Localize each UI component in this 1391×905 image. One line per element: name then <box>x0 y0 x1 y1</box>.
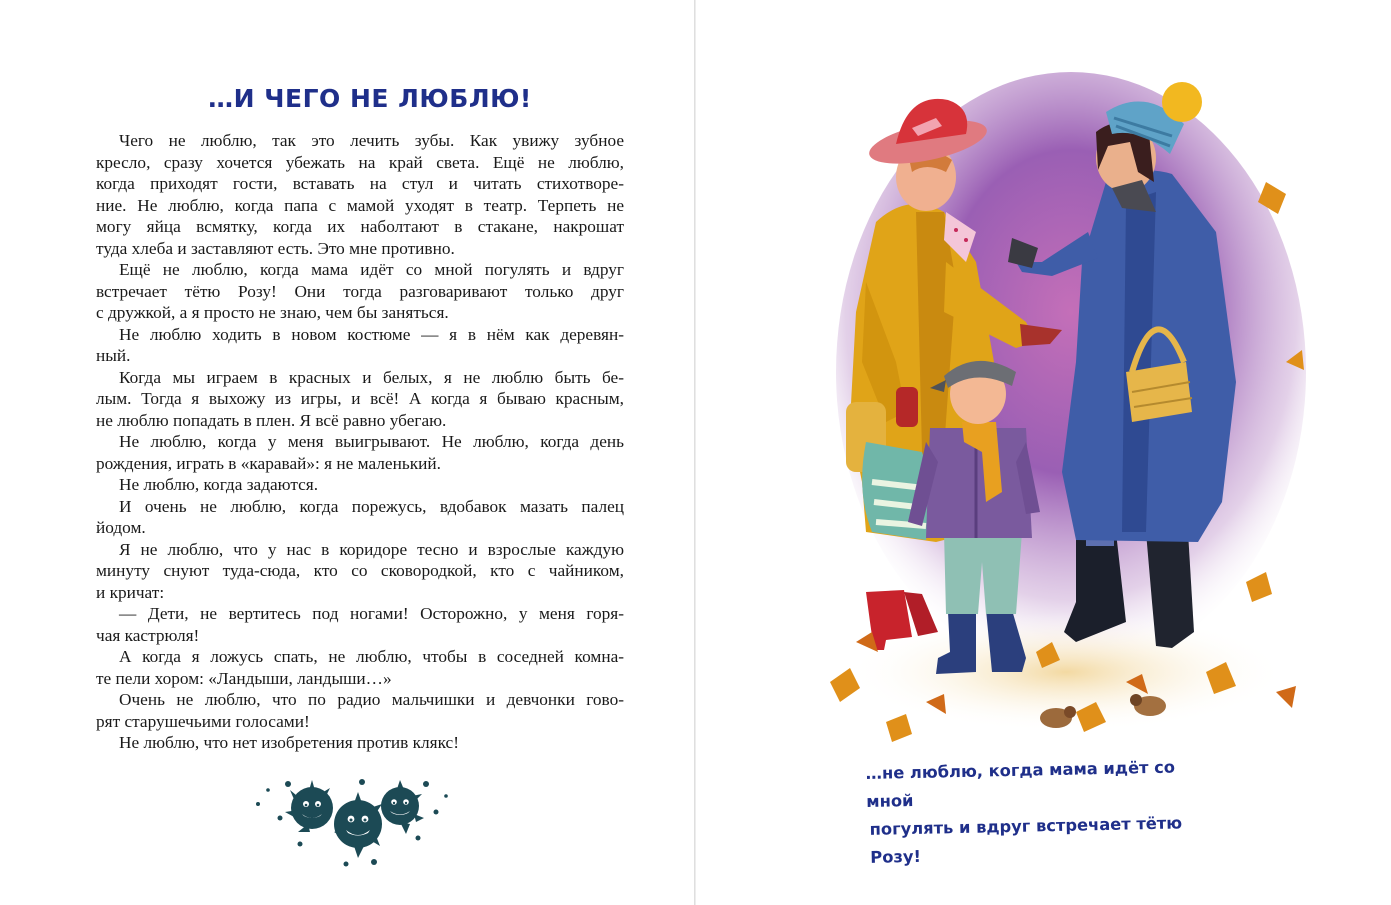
text-line: — Дети, не вертитесь под ногами! Осторожно, у меня горя- <box>119 604 624 623</box>
text-line: Я не люблю, что у нас в коридоре тесно и взрослые каждую <box>119 539 624 559</box>
text-line: ние. Не люблю, когда папа с мамой уходят в театр. Терпеть не <box>96 195 624 215</box>
text-line: Не люблю, что нет изобретения против клякс! <box>119 733 459 752</box>
text-line: рят старушечьими голосами! <box>96 711 310 731</box>
text-line: те пели хором: «Ландыши, ландыши…» <box>96 668 392 688</box>
story-text <box>96 130 624 754</box>
caption-line: погулять и вдруг встречает тётю Розу! <box>869 813 1183 867</box>
text-line: лым. Тогда я выхожу из игры, и всё! А когда я бываю красным, <box>96 389 624 408</box>
left-page <box>0 0 694 905</box>
text-line: ный. <box>96 346 131 365</box>
text-line: А когда я ложусь спать, не люблю, чтобы в соседней комна- <box>119 647 624 666</box>
text-line: йодом. <box>96 518 146 537</box>
text-line: чая кастрюля! <box>96 625 200 645</box>
chapter-title: …И ЧЕГО НЕ ЛЮБЛЮ! <box>208 84 532 113</box>
caption-line: …не люблю, когда мама идёт со мной <box>865 757 1176 811</box>
text-line: Не люблю ходить в новом костюме — я в нём как деревян- <box>119 324 624 344</box>
text-line: Очень не люблю, что по радио мальчишки и девчонки гово- <box>119 690 624 709</box>
text-line: Не люблю, когда у меня выигрывают. Не люблю, когда день <box>119 432 624 451</box>
text-line: не люблю попадать в плен. Я всё равно убегаю. <box>96 410 447 430</box>
text-line: Чего не люблю, так это лечить зубы. Как увижу зубное <box>119 131 624 150</box>
text-line: туда хлеба и заставляют есть. Это мне противно. <box>96 238 455 258</box>
text-line: и кричат: <box>96 582 165 602</box>
text-line: рождения, играть в «каравай»: я не маленький. <box>96 453 441 473</box>
text-line: Когда мы играем в красных и белых, я не люблю быть бе- <box>119 367 624 387</box>
text-line: Не люблю, когда задаются. <box>119 475 319 494</box>
ink-blots-illustration <box>250 760 450 870</box>
mother-meets-aunt-rosa-illustration <box>826 62 1306 762</box>
text-line: встречает тётю Розу! Они тогда разговаривают только друг <box>96 281 624 301</box>
illustration-caption <box>865 757 1226 872</box>
text-line: Ещё не люблю, когда мама идёт со мной погулять и вдруг <box>119 260 624 279</box>
text-line: кресло, сразу хочется убежать на край света. Ещё не люблю, <box>96 152 624 172</box>
text-line: И очень не люблю, когда порежусь, вдобавок мазать палец <box>119 496 624 516</box>
text-line: с дружкой, а я просто не знаю, чем бы заняться. <box>96 303 449 322</box>
right-page <box>696 0 1391 905</box>
text-line: минуту снуют туда-сюда, кто со сковородкой, кто с чайником, <box>96 561 624 580</box>
text-line: когда приходят гости, вставать на стул и читать стихотворе- <box>96 174 624 193</box>
text-line: могу яйца всмятку, когда их наболтают в стакане, накрошат <box>96 217 624 236</box>
